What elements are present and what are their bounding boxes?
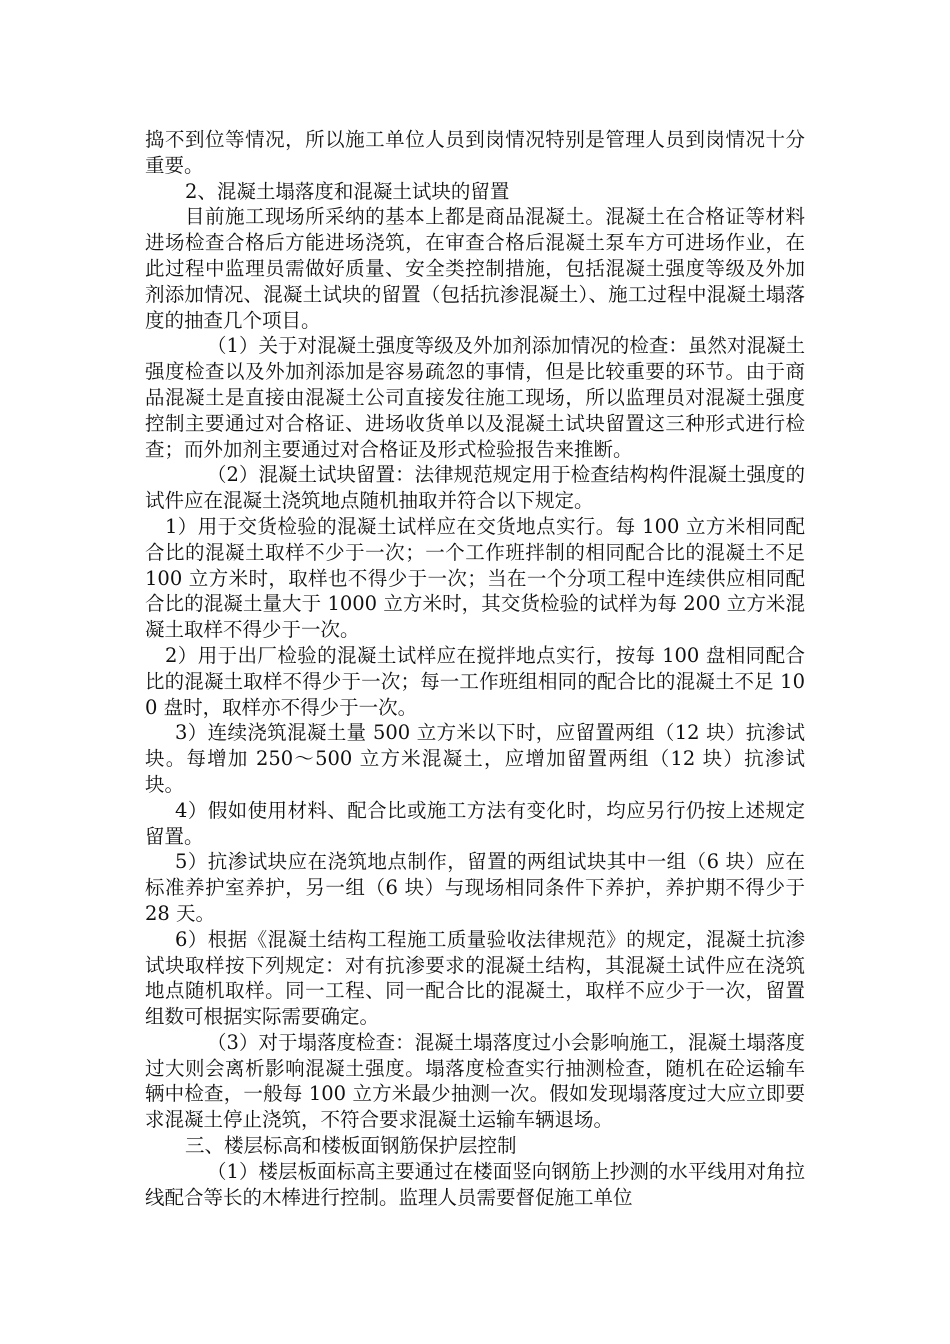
list-item-6: 6）根据《混凝土结构工程施工质量验收法律规范》的规定，混凝土抗渗试块取样按下列规定：对有抗渗要求的混凝土结构，其混凝土试件应在浇筑地点随机取样。同一工程、同一配合比的混凝土，取样不应少于一次，留置组数可根据实际需要确定。 bbox=[145, 927, 805, 1029]
section-heading-floor-elevation: 三、楼层标高和楼板面钢筋保护层控制 bbox=[185, 1134, 517, 1158]
list-item-1: 1）用于交货检验的混凝土试样应在交货地点实行。每 100 立方米相同配合比的混凝土取样不少于一次；一个工作班拌制的相同配合比的混凝土不足 100 立方米时，取样也不得少于一次；当在一个分项工程中连续供应相同配合比的混凝土量大于 1000 立方米时，其交货检验的试样为每 200 立方米混凝土取样不得少于一次。 bbox=[145, 514, 805, 642]
paragraph-slump-check: （3）对于塌落度检查：混凝土塌落度过小会影响施工，混凝土塌落度过大则会离析影响混凝土强度。塌落度检查实行抽测检查，随机在砼运输车辆中检查，一般每 100 立方米最少抽测一次。假如发现塌落度过大应立即要求混凝土停止浇筑，不符合要求混凝土运输车辆退场。 bbox=[145, 1030, 805, 1132]
list-item-5: 5）抗渗试块应在浇筑地点制作，留置的两组试块其中一组（6 块）应在标准养护室养护，另一组（6 块）与现场相同条件下养护，养护期不得少于 28 天。 bbox=[145, 850, 805, 925]
paragraph-continuation: 捣不到位等情况，所以施工单位人员到岗情况特别是管理人员到岗情况十分重要。 bbox=[145, 128, 805, 177]
document-body bbox=[145, 127, 805, 1210]
list-item-4: 4）假如使用材料、配合比或施工方法有变化时，均应另行仍按上述规定留置。 bbox=[145, 798, 805, 848]
list-item-2: 2）用于出厂检验的混凝土试样应在搅拌地点实行，按每 100 盘相同配合比的混凝土取样不得少于一次；每一工作班组相同的配合比的混凝土不足 100 盘时，取样亦不得少于一次。 bbox=[145, 643, 805, 719]
section-heading-slump-and-test-blocks: 2、混凝土塌落度和混凝土试块的留置 bbox=[185, 179, 510, 203]
paragraph-floor-elevation-control: （1）楼层板面标高主要通过在楼面竖向钢筋上抄测的水平线用对角拉线配合等长的木棒进行控制。监理人员需要督促施工单位 bbox=[145, 1159, 805, 1209]
list-item-3: 3）连续浇筑混凝土量 500 立方米以下时，应留置两组（12 块）抗渗试块。每增加 250～500 立方米混凝土，应增加留置两组（12 块）抗渗试块。 bbox=[145, 721, 805, 796]
paragraph-commercial-concrete: 目前施工现场所采纳的基本上都是商品混凝土。混凝土在合格证等材料进场检查合格后方能进场浇筑，在审查合格后混凝土泵车方可进场作业，在此过程中监理员需做好质量、安全类控制措施，包括混凝土强度等级及外加剂添加情况、混凝土试块的留置（包括抗渗混凝土）、施工过程中混凝土塌落度的抽查几个项目。 bbox=[145, 205, 805, 332]
paragraph-strength-grade-check: （1）关于对混凝土强度等级及外加剂添加情况的检查：虽然对混凝土强度检查以及外加剂添加是容易疏忽的事情，但是比较重要的环节。由于商品混凝土是直接由混凝土公司直接发往施工现场，所以监理员对混凝土强度控制主要通过对合格证、进场收货单以及混凝土试块留置这三种形式进行检查；而外加剂主要通过对合格证及形式检验报告来推断。 bbox=[145, 334, 805, 461]
paragraph-test-block-retention: （2）混凝土试块留置：法律规范规定用于检查结构构件混凝土强度的试件应在混凝土浇筑地点随机抽取并符合以下规定。 bbox=[145, 463, 805, 513]
